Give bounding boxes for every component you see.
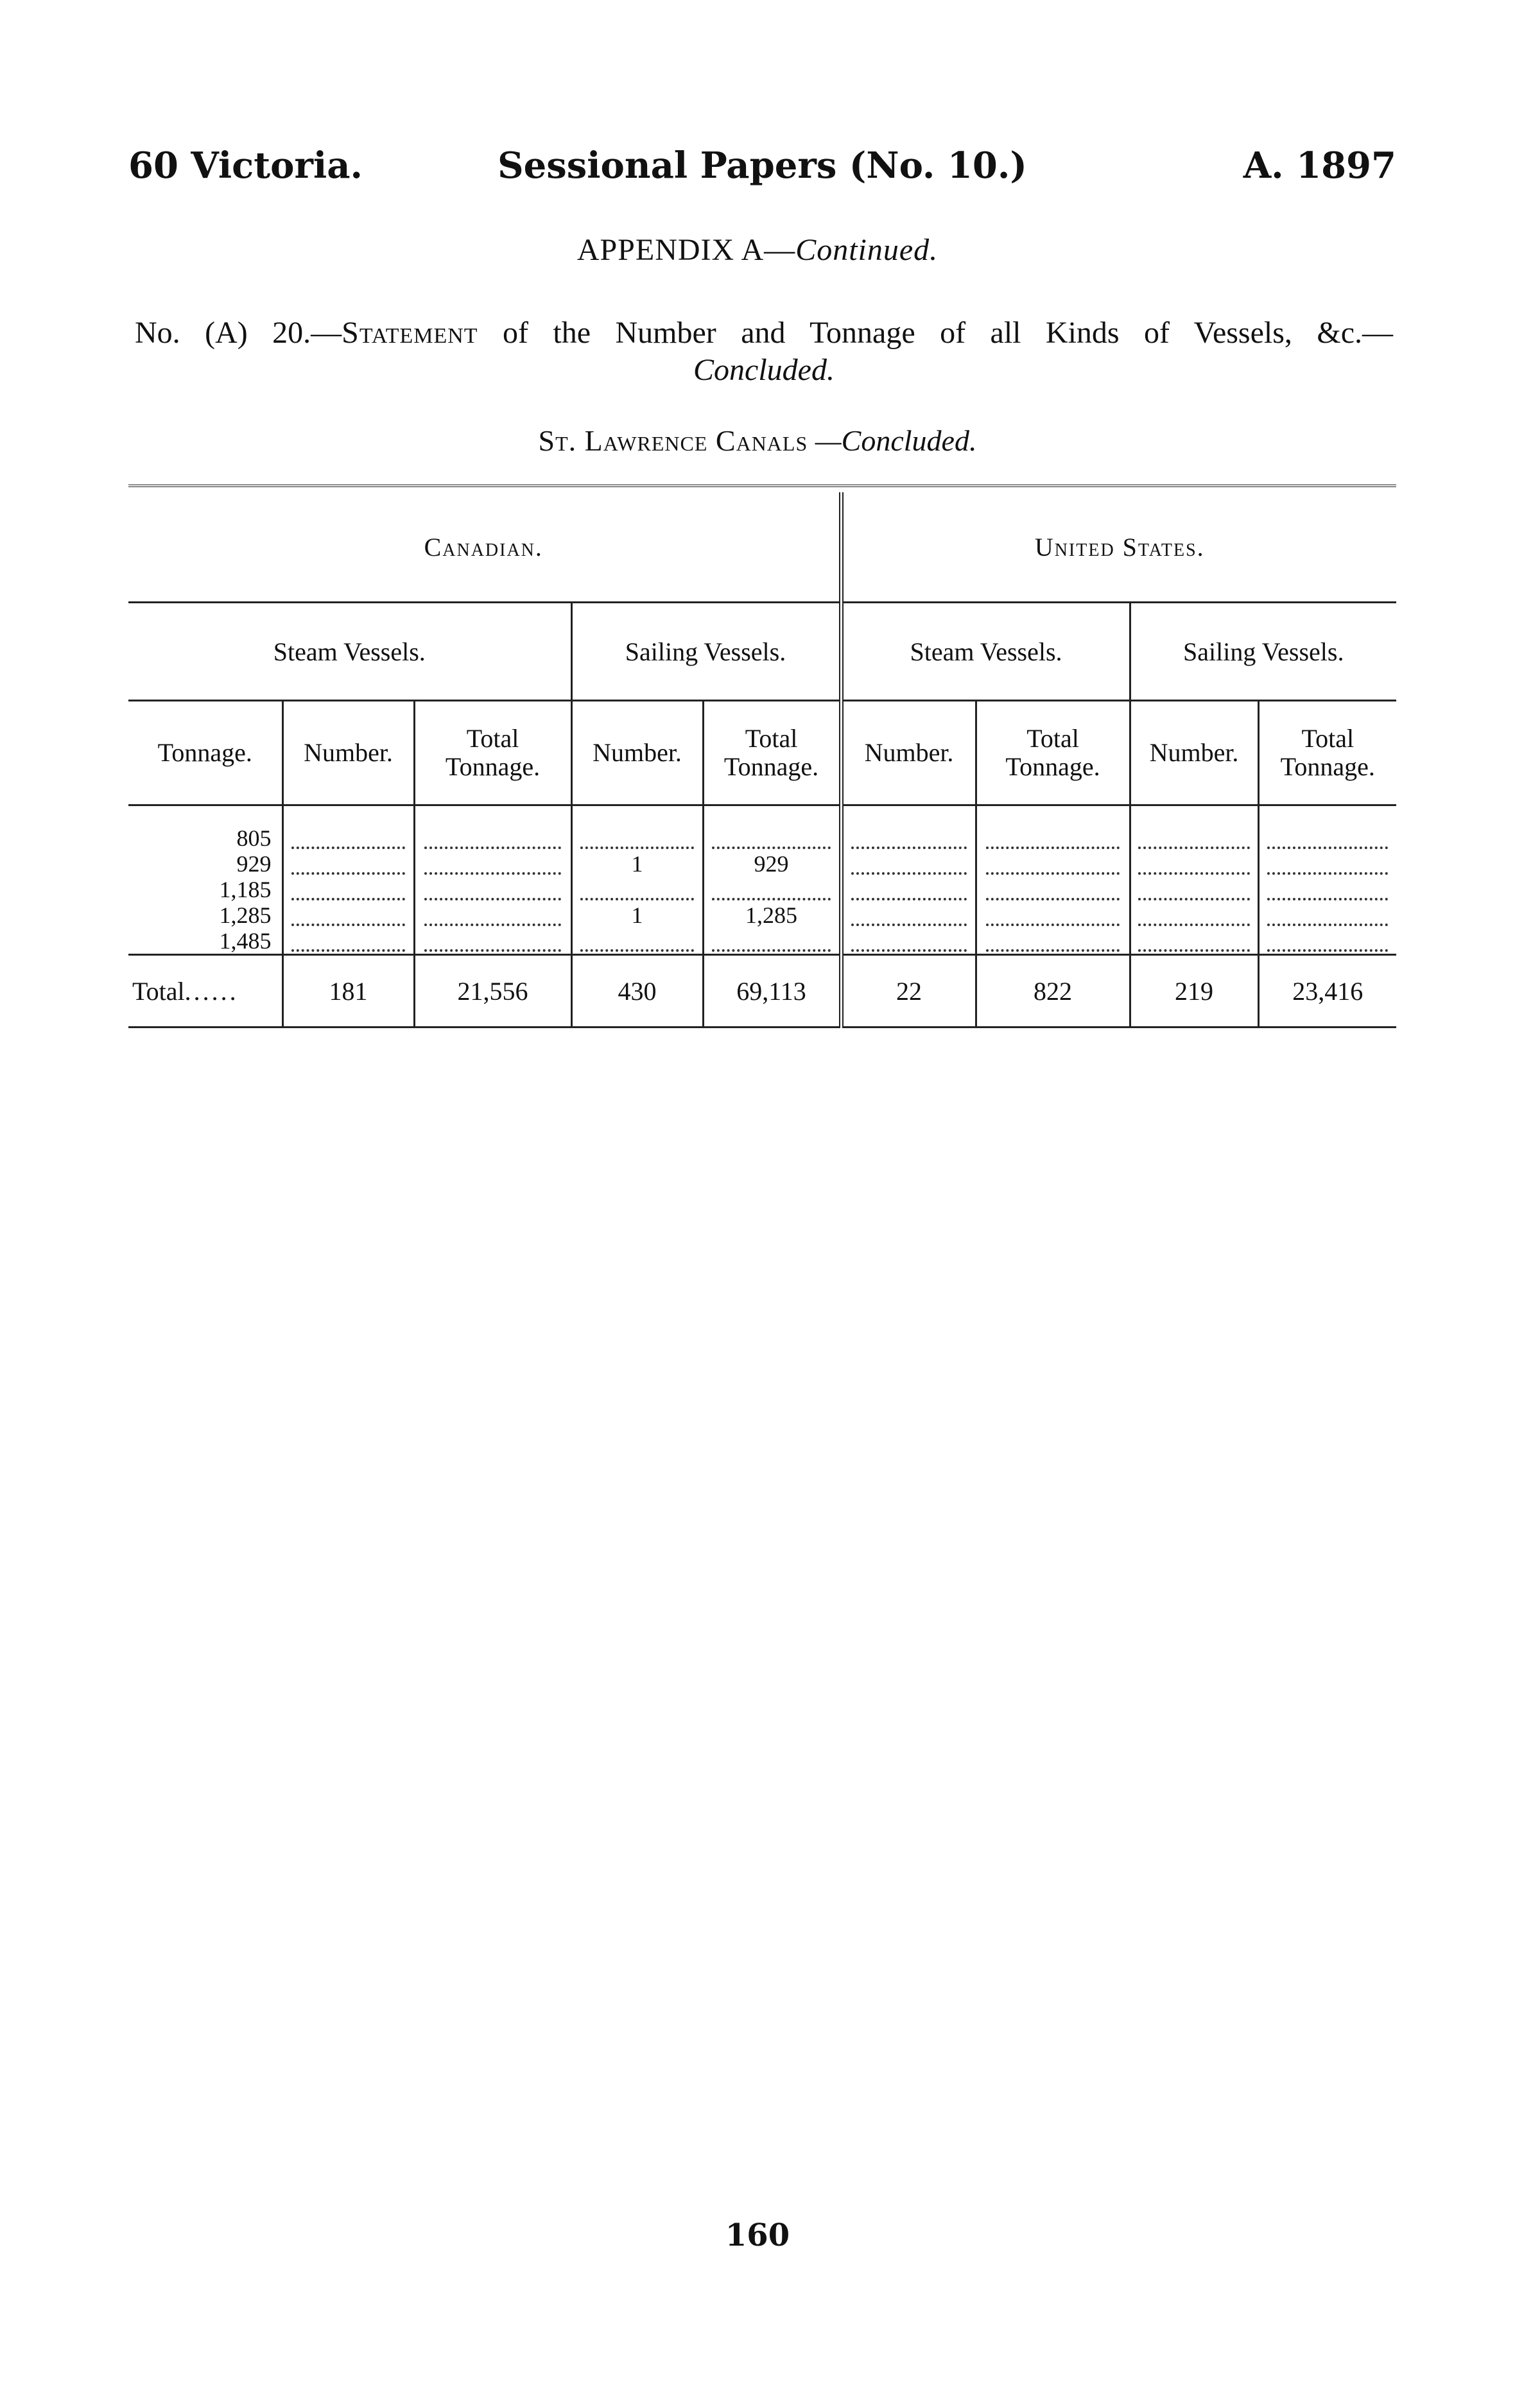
empty-leader-cell [1130,805,1258,852]
table-row [128,902,1396,928]
kind-us-steam: Steam Vessels. [841,603,1130,701]
leader-dots [424,853,561,875]
leader-dots [712,827,831,849]
leader-dots [851,930,967,952]
empty-leader-cell [1130,928,1258,955]
can-sail-tonnage-cell: 929 [703,851,841,877]
leader-dots [986,904,1120,926]
total-can-sail-number: 430 [571,955,703,1028]
col-total-tonnage [1258,701,1396,805]
col-total-tonnage [976,701,1130,805]
leader-dots [291,827,406,849]
col-total-line2: Tonnage. [445,752,541,781]
leader-dots [851,879,967,900]
table-row [128,851,1396,877]
empty-leader-cell [841,928,976,955]
empty-leader-cell [1258,928,1396,955]
leader-dots [424,930,561,952]
empty-leader-cell [282,805,414,852]
tonnage-cell: 1,485 [219,928,272,954]
kind-us-sailing: Sailing Vessels. [1130,603,1396,701]
leader-dots [1138,930,1249,952]
empty-leader-cell [841,851,976,877]
kind-canadian-steam: Steam Vessels. [128,603,571,701]
col-total-tonnage [414,701,571,805]
leader-dots [580,930,695,952]
col-total-line1: Total [1026,724,1079,753]
leader-dots [424,904,561,926]
region-united-states: United States. [841,492,1396,603]
appendix-heading [0,232,1515,268]
region-canadian: Canadian. [128,492,841,603]
empty-leader-cell [414,805,571,852]
total-label [128,955,282,1028]
leader-dots [291,904,406,926]
leader-dots [712,930,831,952]
leader-dots [291,930,406,952]
empty-leader-cell [976,902,1130,928]
empty-leader-cell [976,928,1130,955]
leader-dots [851,827,967,849]
leader-dots [986,879,1120,900]
empty-leader-cell [282,928,414,955]
total-us-sail-number: 219 [1130,955,1258,1028]
session-label: 60 Victoria. [128,144,363,187]
publication-title: Sessional Papers (No. 10.) [498,144,1027,187]
leader-dots [291,853,406,875]
appendix-continued: Continued. [795,233,939,267]
leader-dots [424,827,561,849]
vessel-tonnage-table [128,485,1396,1062]
leader-dots [986,853,1120,875]
empty-leader-cell [282,877,414,902]
empty-leader-cell [1258,877,1396,902]
total-row [128,955,1396,1028]
col-number: Number. [841,701,976,805]
statement-keyword: Statement [342,316,478,350]
year-label: A. 1897 [1243,144,1396,187]
col-number: Number. [571,701,703,805]
tonnage-cell: 1,185 [219,877,272,902]
leader-dots [1267,827,1388,849]
kind-canadian-sailing: Sailing Vessels. [571,603,841,701]
table-row [128,805,1396,852]
total-us-steam-tonnage: 822 [976,955,1130,1028]
can-sail-number-cell: 1 [571,902,703,928]
top-rule [128,486,1396,492]
leader-dots [986,827,1120,849]
empty-leader-cell [1258,805,1396,852]
col-total-line2: Tonnage. [1005,752,1100,781]
table-body [128,805,1396,955]
col-tonnage: Tonnage. [128,701,282,805]
leader-dots [851,904,967,926]
col-total-line2: Tonnage. [1280,752,1375,781]
can-sail-number-cell: 1 [571,851,703,877]
empty-leader-cell [703,877,841,902]
data-table [128,485,1396,1028]
can-sail-tonnage-cell: 1,285 [703,902,841,928]
empty-leader-cell [1130,851,1258,877]
empty-leader-cell [414,851,571,877]
canals-heading [0,424,1515,458]
leader-dots [291,879,406,900]
empty-leader-cell [571,805,703,852]
leader-dots [1267,879,1388,900]
statement-concluded: Concluded. [693,353,835,387]
total-us-steam-number: 22 [841,955,976,1028]
empty-leader-cell [841,902,976,928]
tonnage-cell: 929 [236,851,272,877]
empty-leader-cell [841,877,976,902]
leader-dots [1138,827,1249,849]
tonnage-cell: 1,285 [219,902,272,928]
empty-leader-cell [571,928,703,955]
total-label-text: Total [132,976,185,1006]
leader-dots [712,879,831,900]
table-row [128,928,1396,955]
col-total-line1: Total [466,724,519,753]
col-total-line1: Total [745,724,798,753]
empty-leader-cell [976,851,1130,877]
total-can-steam-number: 181 [282,955,414,1028]
leader-dots [986,930,1120,952]
leader-dots [1138,904,1249,926]
empty-leader-cell [976,877,1130,902]
empty-leader-cell [414,877,571,902]
leader-dots [580,827,695,849]
page-number: 160 [725,2217,790,2253]
col-total-line1: Total [1301,724,1355,753]
total-leader-dots: ...... [184,976,239,1006]
leader-dots [1138,853,1249,875]
empty-leader-cell [976,805,1130,852]
empty-leader-cell [1258,851,1396,877]
table-row [128,877,1396,902]
empty-leader-cell [1130,877,1258,902]
empty-leader-cell [282,851,414,877]
empty-leader-cell [414,902,571,928]
statement-line [135,314,1393,352]
col-total-line2: Tonnage. [723,752,819,781]
leader-dots [424,879,561,900]
canals-suffix: —Concluded. [808,424,977,457]
empty-leader-cell [1130,902,1258,928]
leader-dots [1267,904,1388,926]
empty-leader-cell [841,805,976,852]
empty-leader-cell [414,928,571,955]
statement-heading [135,314,1393,389]
col-number: Number. [282,701,414,805]
empty-leader-cell [703,805,841,852]
tonnage-cell: 805 [236,825,272,851]
col-total-tonnage [703,701,841,805]
statement-prefix: No. (A) 20.— [135,316,342,350]
empty-leader-cell [571,877,703,902]
total-us-sail-tonnage: 23,416 [1258,955,1396,1028]
empty-leader-cell [1258,902,1396,928]
leader-dots [851,853,967,875]
leader-dots [1138,879,1249,900]
total-can-steam-tonnage: 21,556 [414,955,571,1028]
leader-dots [1267,930,1388,952]
col-number: Number. [1130,701,1258,805]
leader-dots [580,879,695,900]
total-can-sail-tonnage: 69,113 [703,955,841,1028]
appendix-title: APPENDIX A— [576,233,796,267]
statement-rest: of the Number and Tonnage of all Kinds of Vessels, &c.— [478,316,1394,350]
empty-leader-cell [282,902,414,928]
canals-name: St. Lawrence Canals [538,424,808,457]
empty-leader-cell [703,928,841,955]
leader-dots [1267,853,1388,875]
running-head [128,140,1396,191]
